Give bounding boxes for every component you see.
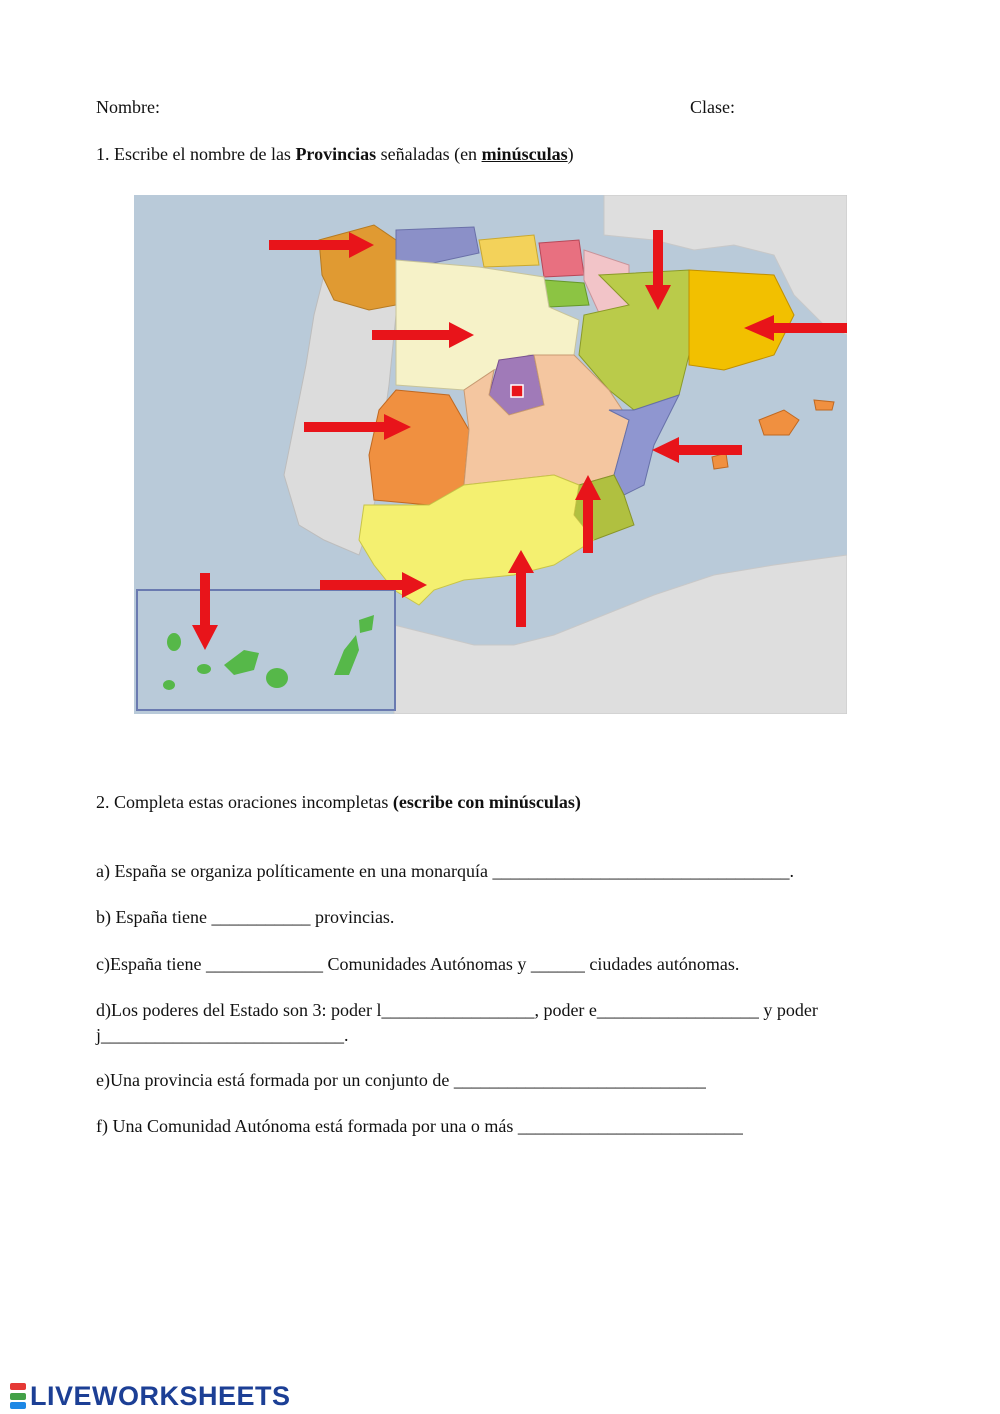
question-2 xyxy=(96,791,581,813)
sentence-b[interactable]: b) España tiene ___________ provincias. xyxy=(96,907,395,927)
sentence-d-line2[interactable]: j___________________________. xyxy=(96,1025,349,1045)
island-gran-canaria xyxy=(266,668,288,688)
q1-middle: señaladas (en xyxy=(376,144,482,164)
q1-suffix: ) xyxy=(567,144,574,164)
liveworksheets-logo xyxy=(10,1378,291,1414)
region-extremadura xyxy=(369,390,469,505)
logo-text: LIVEWORKSHEETS xyxy=(30,1380,291,1411)
region-la-rioja xyxy=(544,280,589,307)
q1-prefix: 1. Escribe el nombre de las xyxy=(96,144,296,164)
sentence-a[interactable]: a) España se organiza políticamente en una monarquía _________________________________. xyxy=(96,861,795,881)
madrid-capital-marker xyxy=(511,385,523,397)
sentence-f[interactable]: f) Una Comunidad Autónoma está formada por una o más _________________________ xyxy=(96,1116,743,1136)
island-el-hierro xyxy=(163,680,175,690)
sentence-c[interactable]: c)España tiene _____________ Comunidades Autónomas y ______ ciudades autónomas. xyxy=(96,954,740,974)
class-label: Clase: xyxy=(690,97,735,117)
question-1 xyxy=(96,143,574,165)
region-pais-vasco xyxy=(539,240,584,277)
island-la-palma xyxy=(167,633,181,651)
logo-mark-icon xyxy=(10,1383,26,1409)
q2-bold: (escribe con minúsculas) xyxy=(392,792,581,812)
region-menorca xyxy=(814,400,834,410)
spain-provinces-map xyxy=(134,195,847,714)
island-la-gomera xyxy=(197,664,211,674)
name-label: Nombre: xyxy=(96,97,160,117)
q2-prefix: 2. Completa estas oraciones incompletas xyxy=(96,792,393,812)
sentence-e[interactable]: e)Una provincia está formada por un conjunto de ____________________________ xyxy=(96,1070,706,1090)
sentence-d-line1[interactable]: d)Los poderes del Estado son 3: poder l_________________, poder e__________________ y poder xyxy=(96,1000,818,1020)
region-cantabria xyxy=(479,235,539,267)
q1-bold-underline: minúsculas xyxy=(481,144,568,164)
q1-bold: Provincias xyxy=(295,144,377,164)
